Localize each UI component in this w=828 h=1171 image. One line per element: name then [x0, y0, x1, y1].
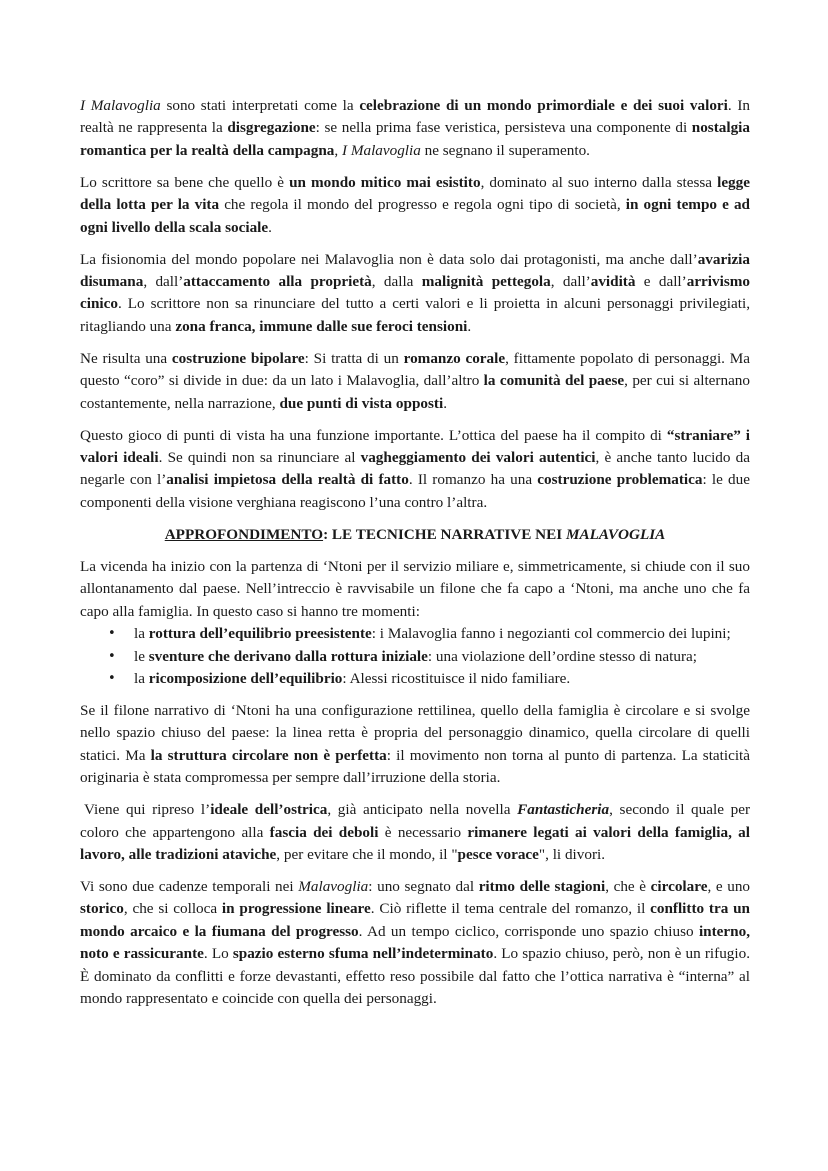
heading-underlined-label: APPROFONDIMENTO: [164, 525, 324, 543]
emphasis-text: “straniare” i valori ideali: [80, 426, 750, 467]
emphasis-text: ricomposizione dell’equilibrio: [148, 669, 343, 687]
emphasis-text: Malavoglia: [298, 877, 369, 895]
text-run: la: [134, 669, 149, 687]
emphasis-text: arrivismo cinico: [80, 273, 750, 313]
text-run: è necessario: [378, 823, 468, 841]
emphasis-text: I Malavoglia: [341, 141, 421, 159]
emphasis-text: avidità: [590, 273, 636, 291]
emphasis-text: legge della lotta per la vita: [80, 173, 750, 214]
emphasis-text: sventure che derivano dalla rottura iniziale: [148, 647, 428, 665]
paragraph-intro: [80, 556, 750, 623]
text-run: , dall’: [143, 273, 184, 291]
emphasis-text: la struttura circolare non è perfetta: [150, 746, 387, 764]
text-run: : i Malavoglia fanno i negozianti col commercio dei lupini;: [371, 625, 731, 643]
text-run: . Lo scrittore non sa rinunciare del tutto a certi valori e li proietta in alcuni personaggi privilegiati, ritagliando una: [80, 295, 750, 335]
text-run: . Ad un tempo ciclico, corrisponde uno spazio chiuso: [358, 922, 699, 940]
text-run: La vicenda ha inizio con la partenza di ‘Ntoni per il servizio miliare e, simmetricamente, si chiude con il suo allontanamento dal paese. Nell’intreccio è ravvisabile un filone che fa capo a ‘Ntoni, ma anche uno che fa capo alla famiglia. In questo caso si hanno tre momenti:: [80, 557, 750, 620]
emphasis-text: costruzione bipolare: [171, 349, 305, 367]
list-item: [134, 646, 750, 668]
body-section-2: [80, 556, 750, 623]
text-run: , dominato al suo interno dalla stessa: [480, 173, 718, 191]
text-run: , che si colloca: [123, 900, 222, 918]
emphasis-text: in ogni tempo e ad ogni livello della scala sociale: [80, 196, 750, 236]
emphasis-text: interno, noto e rassicurante: [80, 922, 750, 963]
text-run: : Alessi ricostituisce il nido familiare.: [342, 669, 571, 687]
text-run: La fisionomia del mondo popolare nei Malavoglia non è data solo dai protagonisti, ma anche dall’: [80, 250, 698, 268]
emphasis-text: I Malavoglia: [80, 97, 161, 114]
text-run: Questo gioco di punti di vista ha una funzione importante. L’ottica del paese ha il compito di: [80, 426, 667, 444]
emphasis-text: la comunità del paese: [483, 372, 625, 390]
emphasis-text: analisi impietosa della realtà di fatto: [166, 471, 409, 489]
emphasis-text: rimanere legati ai valori della famiglia, al lavoro, alle tradizioni ataviche: [80, 823, 750, 863]
text-run: . Il romanzo ha una: [408, 471, 538, 489]
paragraph-p5: [80, 425, 750, 515]
text-run: che regola il mondo del progresso e regola ogni tipo di società,: [219, 196, 626, 214]
emphasis-text: rottura dell’equilibrio preesistente: [148, 625, 372, 643]
emphasis-text: costruzione problematica: [537, 471, 703, 489]
heading-title: : LE TECNICHE NARRATIVE NEI: [323, 525, 566, 543]
emphasis-text: ideale dell’ostrica: [210, 801, 328, 819]
bullet-list: [80, 623, 750, 690]
text-run: : uno segnato dal: [368, 877, 479, 895]
emphasis-text: due punti di vista opposti: [279, 394, 444, 412]
text-run: la: [134, 625, 149, 643]
body-section-3: [80, 700, 750, 1010]
section-heading: [80, 524, 750, 546]
text-run: : se nella prima fase veristica, persisteva una componente di: [315, 119, 692, 137]
list-item: [134, 668, 750, 690]
paragraph-p3: [80, 249, 750, 339]
text-run: Lo scrittore sa bene che quello è: [80, 173, 290, 191]
heading-italic-title: MALAVOGLIA: [565, 525, 666, 543]
emphasis-text: nostalgia romantica per la realtà della campagna: [80, 119, 750, 159]
text-run: . Ciò riflette il tema centrale del romanzo, il: [370, 900, 651, 918]
paragraph-p1: [80, 95, 750, 162]
emphasis-text: attaccamento alla proprietà: [183, 273, 372, 291]
text-run: , per cui si alternano costantemente, nella narrazione,: [80, 372, 750, 412]
text-run: , dall’: [550, 273, 591, 291]
emphasis-text: fascia dei deboli: [269, 823, 379, 841]
paragraph-p2: [80, 172, 750, 239]
emphasis-text: zona franca, immune dalle sue feroci tensioni: [175, 317, 468, 335]
emphasis-text: celebrazione di un mondo primordiale e dei suoi valori: [359, 97, 728, 114]
text-run: Viene qui ripreso l’: [84, 801, 211, 819]
text-run: , per evitare che il mondo, il ": [276, 845, 458, 863]
list-item: [134, 623, 750, 645]
text-run: sono stati interpretati come la: [160, 97, 360, 114]
text-run: , che è: [605, 877, 651, 895]
text-run: , fittamente popolato di personaggi. Ma questo “coro” si divide in due: da un lato i Malavoglia, dall’altro: [80, 349, 750, 390]
text-run: ,: [334, 141, 342, 159]
text-run: : le due componenti della visione verghiana reagiscono l’una contro l’altra.: [80, 471, 750, 511]
text-run: : il movimento non torna al punto di partenza. La staticità originaria è stata compromessa per sempre dall’irruzione della storia.: [80, 746, 751, 787]
text-run: : una violazione dell’ordine stesso di natura;: [427, 647, 697, 665]
text-run: . In realtà ne rappresenta la: [80, 97, 751, 137]
emphasis-text: romanzo corale: [403, 349, 506, 367]
emphasis-text: spazio esterno sfuma nell’indeterminato: [232, 945, 494, 963]
text-run: le: [134, 647, 149, 665]
text-run: Ne risulta una: [80, 349, 172, 367]
text-run: . Lo spazio chiuso, però, non è un rifugio. È dominato da conflitti e forze devastanti, effetto reso possibile dal fatto che l’ottica narrativa è “interna” al mondo rappresentato e coincide con quella dei personaggi.: [80, 945, 751, 1007]
text-run: , già anticipato nella novella: [327, 801, 518, 819]
text-run: .: [467, 317, 472, 335]
text-run: , e uno: [707, 877, 751, 895]
emphasis-text: un mondo mitico mai esistito: [289, 173, 481, 191]
emphasis-text: disgregazione: [227, 119, 316, 137]
text-run: .: [443, 394, 447, 412]
emphasis-text: malignità pettegola: [421, 273, 551, 291]
text-run: , è anche tanto lucido da negarle con l’: [80, 449, 751, 489]
text-run: . Se quindi non sa rinunciare al: [158, 449, 361, 467]
text-run: e dall’: [635, 273, 687, 291]
emphasis-text: storico: [80, 900, 124, 918]
emphasis-text: vagheggiamento dei valori autentici: [360, 449, 596, 467]
text-run: Vi sono due cadenze temporali nei: [80, 877, 299, 895]
text-run: .: [268, 218, 272, 236]
emphasis-text: ritmo delle stagioni: [478, 877, 606, 895]
text-run: , dalla: [371, 273, 422, 291]
emphasis-text: Fantasticheria: [517, 801, 610, 819]
text-run: ", li divori.: [538, 845, 606, 863]
paragraph-p7: [80, 700, 750, 790]
paragraph-p8: [80, 799, 750, 866]
text-run: : Si tratta di un: [304, 349, 404, 367]
text-run: , secondo il quale per coloro che appartengono alla: [80, 801, 750, 841]
text-run: ne segnano il superamento.: [420, 141, 590, 159]
emphasis-text: circolare: [650, 877, 708, 895]
emphasis-text: avarizia disumana: [80, 250, 750, 291]
body-section-1: [80, 95, 750, 514]
text-run: Se il filone narrativo di ‘Ntoni ha una configurazione rettilinea, quello della famiglia è circolare e si svolge nello spazio chiuso del paese: la linea retta è propria del personaggio dinamico, quella circolare di quelli statici. Ma: [80, 701, 750, 764]
emphasis-text: pesce vorace: [457, 845, 539, 863]
text-run: . Lo: [203, 945, 233, 963]
emphasis-text: in progressione lineare: [221, 900, 371, 918]
paragraph-p4: [80, 348, 750, 415]
emphasis-text: conflitto tra un mondo arcaico e la fiumana del progresso: [80, 900, 750, 940]
paragraph-p9: [80, 876, 750, 1010]
